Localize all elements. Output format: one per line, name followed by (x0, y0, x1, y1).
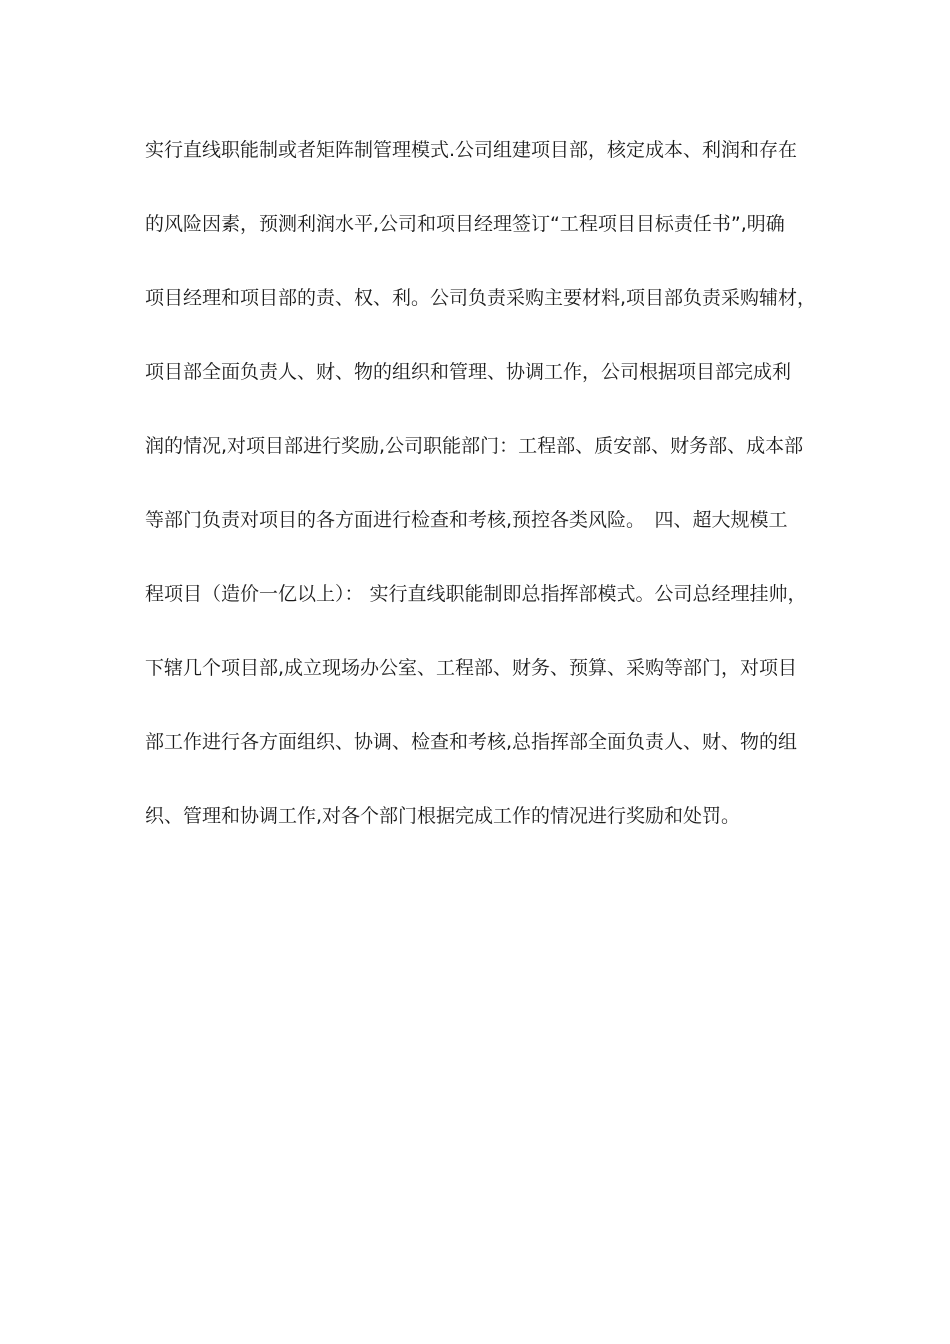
text-line: 项目经理和项目部的责、权、利。公司负责采购主要材料,项目部负责采购辅材， (145, 287, 817, 309)
text-line: 实行直线职能制或者矩阵制管理模式.公司组建项目部，核定成本、利润和存在 (145, 139, 798, 161)
text-line: 润的情况,对项目部进行奖励,公司职能部门：工程部、质安部、财务部、成本部 (145, 435, 804, 457)
text-line: 项目部全面负责人、财、物的组织和管理、协调工作，公司根据项目部完成利 (145, 361, 792, 383)
text-line: 的风险因素，预测利润水平,公司和项目经理签订“工程项目目标责任书”,明确 (145, 213, 785, 235)
body-text (145, 132, 825, 872)
text-line: 等部门负责对项目的各方面进行检查和考核,预控各类风险。 四、超大规模工 (145, 509, 788, 531)
text-line: 程项目（造价一亿以上）： 实行直线职能制即总指挥部模式。公司总经理挂帅， (145, 583, 807, 605)
text-line: 部工作进行各方面组织、协调、检查和考核,总指挥部全面负责人、财、物的组 (145, 731, 798, 753)
text-line: 下辖几个项目部,成立现场办公室、工程部、财务、预算、采购等部门，对项目 (145, 657, 798, 679)
text-line: 织、管理和协调工作,对各个部门根据完成工作的情况进行奖励和处罚。 (145, 805, 741, 827)
